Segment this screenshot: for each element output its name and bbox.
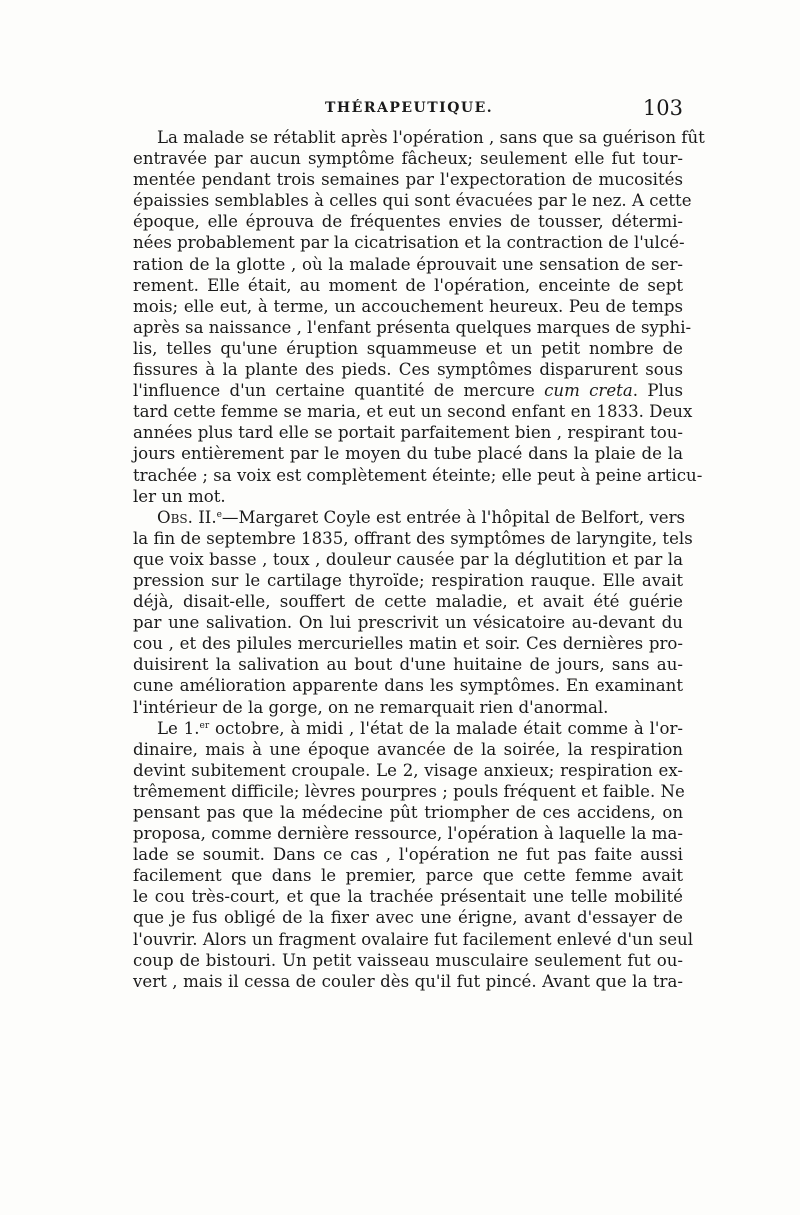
- text-line: [133, 380, 683, 401]
- text-line: que je fus obligé de la fixer avec une érigne, avant d'essayer de: [133, 908, 683, 928]
- text-line: déjà, disait-elle, souffert de cette maladie, et avait été guérie: [133, 592, 683, 612]
- text-line: [133, 718, 683, 739]
- body-text: [133, 127, 705, 992]
- text-line: que voix basse , toux , douleur causée par la déglutition et par la: [133, 549, 683, 569]
- page-number: 103: [642, 96, 683, 120]
- observation-label: Obs.: [157, 507, 193, 527]
- observation-number: II.: [198, 507, 217, 527]
- text-segment: Le 1.: [157, 718, 200, 738]
- text-line: par une salivation. On lui prescrivit un vésicatoire au-devant du: [133, 613, 683, 633]
- text-line: fissures à la plante des pieds. Ces symptômes disparurent sous: [133, 360, 683, 380]
- text-line: facilement que dans le premier, parce que cette femme avait: [133, 866, 683, 886]
- text-line: trachée ; sa voix est complètement éteinte; elle peut à peine articu-: [133, 465, 703, 485]
- text-line: pression sur le cartilage thyroïde; respiration rauque. Elle avait: [133, 570, 683, 590]
- text-line: ration de la glotte , où la malade éprouvait une sensation de ser-: [133, 254, 683, 274]
- text-line: nées probablement par la cicatrisation et la contraction de l'ulcé-: [133, 233, 685, 253]
- text-segment: —Margaret Coyle est entrée à l'hôpital de Belfort, vers: [221, 507, 686, 527]
- text-line: La malade se rétablit après l'opération , sans que sa guérison fût: [157, 128, 705, 147]
- text-line: l'intérieur de la gorge, on ne remarquait rien d'anormal.: [133, 697, 609, 717]
- text-line: dinaire, mais à une époque avancée de la soirée, la respiration: [133, 739, 683, 759]
- text-line: le cou très-court, et que la trachée présentait une telle mobilité: [133, 887, 683, 907]
- italic-phrase: cum creta: [544, 381, 633, 401]
- text-line: années plus tard elle se portait parfaitement bien , respirant tou-: [133, 423, 683, 443]
- text-line: mentée pendant trois semaines par l'expectoration de mucosités: [133, 170, 683, 190]
- text-line: cune amélioration apparente dans les symptômes. En examinant: [133, 676, 683, 696]
- text-line: duisirent la salivation au bout d'une huitaine de jours, sans au-: [133, 655, 683, 675]
- text-line: [133, 507, 686, 528]
- text-line: entravée par aucun symptôme fâcheux; seulement elle fut tour-: [133, 149, 683, 169]
- text-segment: l'influence d'un certaine quantité de mercure: [133, 381, 535, 401]
- text-segment: . Plus: [632, 381, 683, 401]
- text-line: épaissies semblables à celles qui sont évacuées par le nez. A cette: [133, 191, 692, 211]
- text-segment: octobre, à midi , l'état de la malade était comme à l'or-: [209, 718, 683, 738]
- text-line: lade se soumit. Dans ce cas , l'opération ne fut pas faite aussi: [133, 845, 683, 865]
- text-line: rement. Elle était, au moment de l'opération, enceinte de sept: [133, 275, 683, 295]
- running-title: THÉRAPEUTIQUE.: [325, 100, 494, 116]
- text-line: jours entièrement par le moyen du tube placé dans la plaie de la: [133, 444, 683, 464]
- text-line: lis, telles qu'une éruption squammeuse et un petit nombre de: [133, 338, 683, 358]
- text-line: vert , mais il cessa de couler dès qu'il fut pincé. Avant que la tra-: [133, 971, 683, 991]
- text-line: devint subitement croupale. Le 2, visage anxieux; respiration ex-: [133, 760, 683, 780]
- text-line: pensant pas que la médecine pût triompher de ces accidens, on: [133, 803, 683, 822]
- text-line: la fin de septembre 1835, offrant des symptômes de laryngite, tels: [133, 528, 693, 548]
- text-line: époque, elle éprouva de fréquentes envies de tousser, détermi-: [133, 212, 683, 232]
- text-line: ler un mot.: [133, 486, 226, 506]
- text-line: proposa, comme dernière ressource, l'opération à laquelle la ma-: [133, 824, 683, 844]
- superscript: er: [199, 720, 210, 731]
- text-line: mois; elle eut, à terme, un accouchement heureux. Peu de temps: [133, 296, 683, 316]
- superscript: e: [216, 509, 222, 520]
- text-line: trêmement difficile; lèvres pourpres ; pouls fréquent et faible. Ne: [133, 781, 685, 801]
- running-head: [133, 96, 683, 122]
- text-line: coup de bistouri. Un petit vaisseau musculaire seulement fut ou-: [133, 950, 683, 970]
- text-line: l'ouvrir. Alors un fragment ovalaire fut facilement enlevé d'un seul: [133, 929, 694, 949]
- text-line: tard cette femme se maria, et eut un second enfant en 1833. Deux: [133, 402, 693, 422]
- text-line: cou , et des pilules mercurielles matin et soir. Ces dernières pro-: [133, 634, 683, 654]
- text-line: après sa naissance , l'enfant présenta quelques marques de syphi-: [133, 317, 692, 337]
